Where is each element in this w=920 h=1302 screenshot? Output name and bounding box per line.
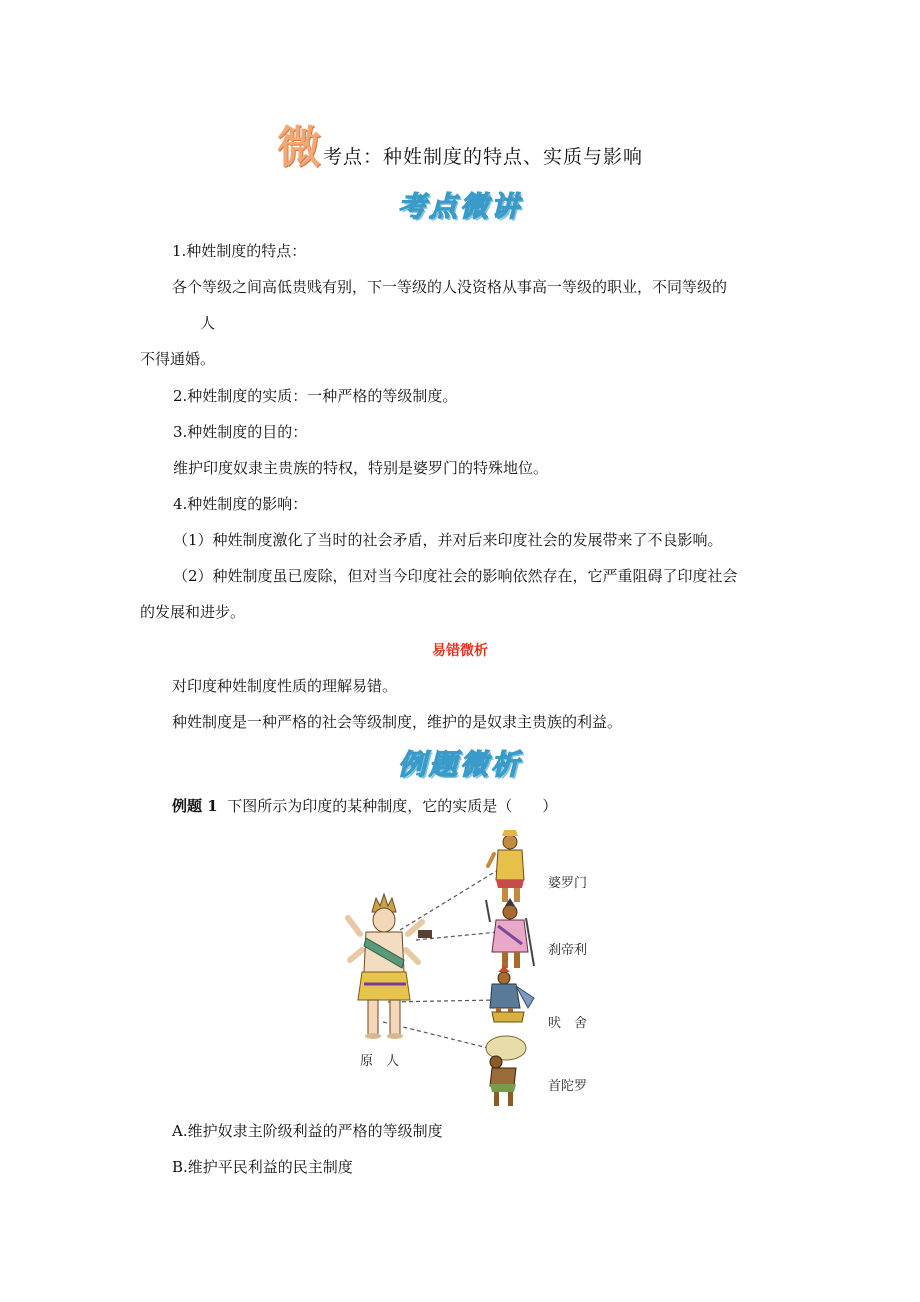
point-3-body: 维护印度奴隶主贵族的特权，特别是婆罗门的特殊地位。 [173,459,549,477]
point-4-item-1: （1）种姓制度激化了当时的社会矛盾，并对后来印度社会的发展带来了不良影响。 [173,531,723,549]
page-title [0,122,920,173]
option-b: B.维护平民利益的民主制度 [172,1158,353,1176]
error-section-title: 易错微析 [432,643,488,659]
error-line-1: 对印度种姓制度性质的理解易错。 [172,677,398,695]
title-big-char: 微 [276,122,321,173]
origin-figure-icon [348,894,432,1039]
point-4-heading: 4.种姓制度的影响： [173,495,308,513]
point-4-item-2-line1: （2）种姓制度虽已废除，但对当今印度社会的影响依然存在，它严重阻碍了印度社会 [173,567,738,585]
vaishya-figure-icon [490,966,534,1022]
brahmin-figure-icon [488,830,524,902]
label-kshatriya: 刹帝利 [548,943,588,958]
label-shudra: 首陀罗 [548,1079,588,1094]
label-vaishya: 吠 舍 [548,1016,588,1031]
point-1-heading: 1.种姓制度的特点： [172,242,307,260]
label-brahmin: 婆罗门 [548,876,588,891]
section-banner-kaodian: 考点微讲 [397,190,522,223]
section-banner-liti: 例题微析 [397,748,522,781]
error-line-2: 种姓制度是一种严格的社会等级制度，维护的是奴隶主贵族的利益。 [172,713,623,731]
example-label: 例题 1 [172,797,218,815]
title-text: 考点：种姓制度的特点、实质与影响 [322,146,643,168]
label-origin: 原 人 [360,1054,400,1069]
point-2: 2.种姓制度的实质：一种严格的等级制度。 [173,387,458,405]
caste-figure [338,822,608,1112]
point-4-item-2-line2: 的发展和进步。 [140,603,246,621]
point-1-line2: 人 [200,314,216,332]
option-a: A.维护奴隶主阶级利益的严格的等级制度 [172,1122,443,1140]
shudra-figure-icon [486,1036,526,1106]
point-1-line1: 各个等级之间高低贵贱有别，下一等级的人没资格从事高一等级的职业，不同等级的 [172,278,728,296]
point-3-heading: 3.种姓制度的目的： [173,423,308,441]
point-1-line3: 不得通婚。 [140,350,216,368]
example-question: 下图所示为印度的某种制度，它的实质是（ ） [227,797,558,815]
example-question-line [172,796,557,816]
